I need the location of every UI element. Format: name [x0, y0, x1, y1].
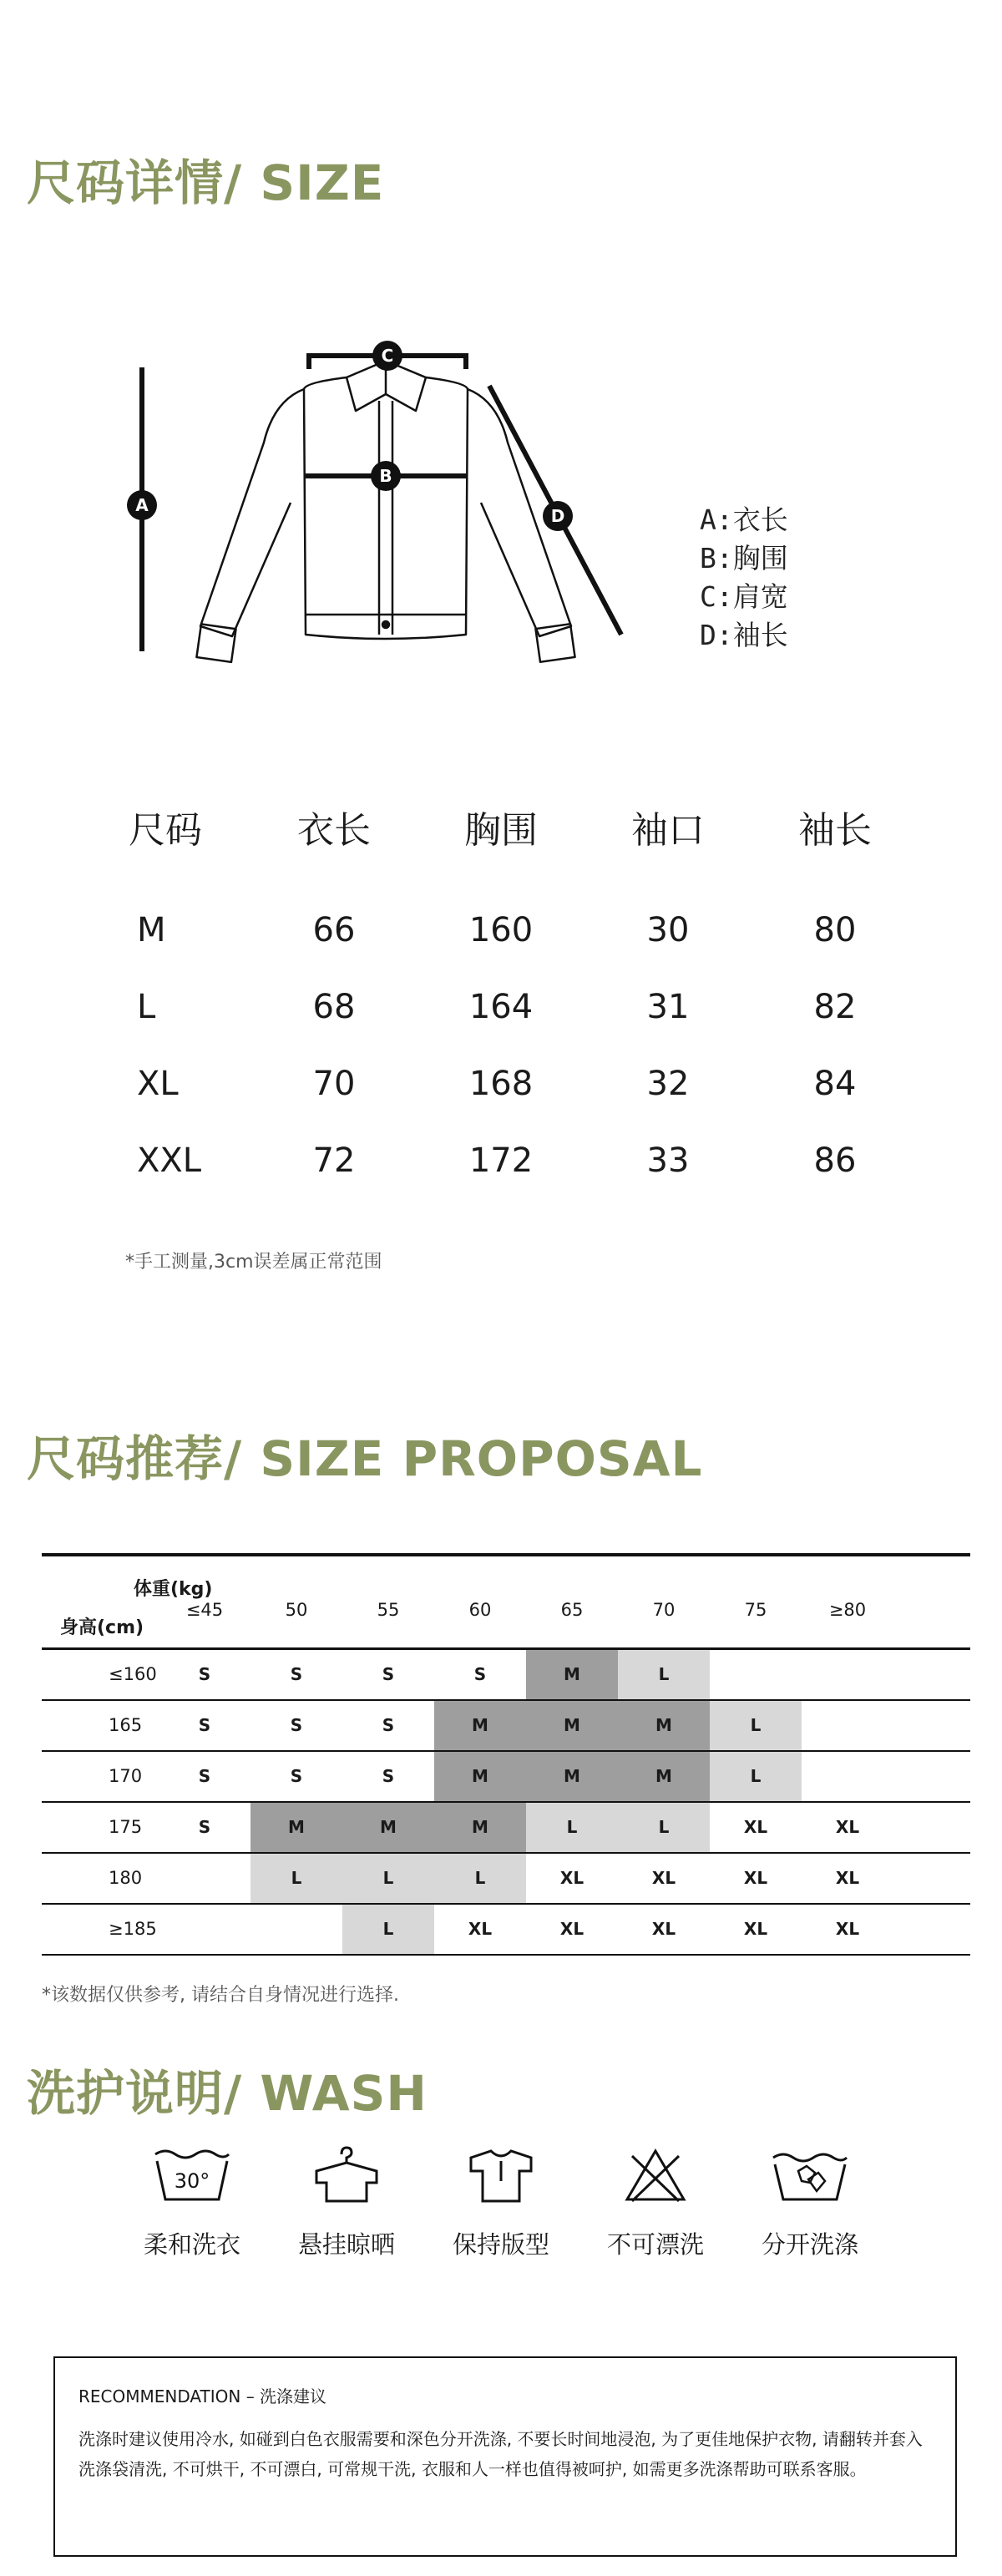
- size-cell: [159, 1854, 250, 1903]
- size-cell: L: [434, 1854, 526, 1903]
- marker-d: D: [550, 506, 565, 526]
- size-cell: XL: [559, 1868, 584, 1888]
- wash-30-icon: [150, 2146, 234, 2204]
- no-bleach-icon: [614, 2146, 697, 2204]
- proposal-header: [42, 1556, 970, 1650]
- measurement-note: *手工测量,3cm误差属正常范围: [125, 1252, 382, 1273]
- wash-label: 悬挂晾晒: [297, 2230, 395, 2259]
- size-cell: S: [382, 1664, 395, 1684]
- size-cell: S: [290, 1766, 303, 1786]
- size-cell: M: [526, 1701, 618, 1750]
- wash-label: 不可漂洗: [606, 2230, 704, 2259]
- wash-temp: 30°: [174, 2169, 210, 2193]
- size-cell: S: [382, 1715, 395, 1735]
- size-cell: S: [198, 1715, 211, 1735]
- table-cell: 164: [468, 988, 534, 1026]
- table-cell: 84: [813, 1065, 857, 1103]
- weight-column-label: ≤45: [185, 1600, 224, 1620]
- wash-item: [280, 2146, 413, 2260]
- size-cell: M: [434, 1701, 526, 1750]
- table-row: [42, 1854, 970, 1905]
- size-cell: M: [342, 1803, 434, 1852]
- recommendation-title: RECOMMENDATION – 洗涤建议: [78, 2386, 327, 2406]
- weight-column-label: ≥80: [828, 1600, 867, 1620]
- measurement-legend: [700, 501, 788, 655]
- size-cell: [802, 1650, 893, 1699]
- table-cell: 30: [646, 911, 690, 949]
- table-cell: L: [137, 988, 156, 1026]
- table-cell: 66: [312, 911, 356, 949]
- size-cell: M: [618, 1701, 710, 1750]
- size-cell: XL: [835, 1868, 860, 1888]
- recommendation-text: 洗涤时建议使用冷水, 如碰到白色衣服需要和深色分开洗涤, 不要长时间地浸泡, 为了更佳地保护衣物, 请翻转并套入洗涤袋清洗, 不可烘干, 不可漂白, 可常规干洗, 衣服和人一样也值得被呵护, 如需更多洗涤帮助可联系客服。: [78, 2429, 923, 2479]
- wash-item: [434, 2146, 568, 2260]
- recommendation-box: [53, 2356, 957, 2557]
- size-cell: M: [526, 1752, 618, 1801]
- size-detail-table: [84, 785, 918, 1199]
- table-row: [42, 1650, 970, 1701]
- header-cell: 衣长: [297, 809, 371, 852]
- size-cell: S: [290, 1664, 303, 1684]
- size-cell: S: [473, 1664, 487, 1684]
- size-cell: L: [710, 1701, 802, 1750]
- height-row-label: ≥185: [109, 1919, 157, 1939]
- wash-item: [589, 2146, 722, 2260]
- size-cell: S: [290, 1715, 303, 1735]
- table-cell: 160: [468, 911, 534, 949]
- table-cell: 70: [312, 1065, 356, 1103]
- size-cell: S: [382, 1766, 395, 1786]
- size-proposal-table: [42, 1553, 970, 1956]
- size-cell: XL: [651, 1919, 676, 1939]
- size-cell: M: [250, 1803, 342, 1852]
- hang-dry-icon: [305, 2146, 388, 2204]
- wash-label: 分开洗涤: [761, 2230, 858, 2259]
- size-cell: [802, 1701, 893, 1750]
- weight-column-label: 60: [468, 1600, 492, 1620]
- table-cell: 86: [813, 1141, 857, 1180]
- table-cell: 172: [468, 1141, 534, 1180]
- size-cell: [159, 1905, 250, 1954]
- jacket-diagram: [117, 326, 651, 701]
- proposal-note: *该数据仅供参考, 请结合自身情况进行选择.: [42, 1985, 399, 2006]
- size-cell: XL: [468, 1919, 493, 1939]
- separate-wash-icon: [768, 2146, 852, 2204]
- legend-item: D:袖长: [700, 619, 788, 651]
- height-row-label: 165: [109, 1715, 143, 1735]
- size-cell: [802, 1752, 893, 1801]
- legend-item: C:肩宽: [700, 580, 788, 613]
- height-row-label: 170: [109, 1766, 143, 1786]
- weight-column-label: 65: [560, 1600, 584, 1620]
- size-cell: S: [198, 1817, 211, 1837]
- size-cell: M: [434, 1803, 526, 1852]
- table-row: [42, 1803, 970, 1854]
- wash-label: 保持版型: [452, 2230, 549, 2259]
- size-cell: L: [342, 1854, 434, 1903]
- table-cell: XL: [137, 1065, 179, 1103]
- size-cell: M: [618, 1752, 710, 1801]
- wash-icons: [125, 2146, 877, 2260]
- size-cell: S: [198, 1664, 211, 1684]
- height-row-label: 175: [109, 1817, 143, 1837]
- table-cell: 33: [646, 1141, 690, 1180]
- size-cell: M: [526, 1650, 618, 1699]
- size-table-header: [84, 785, 918, 868]
- wash-label: 柔和洗衣: [143, 2230, 240, 2259]
- size-cell: L: [526, 1803, 618, 1852]
- header-cell: 袖口: [631, 809, 705, 852]
- size-cell: L: [618, 1650, 710, 1699]
- size-cell: M: [434, 1752, 526, 1801]
- table-row: [84, 1122, 918, 1199]
- size-cell: XL: [559, 1919, 584, 1939]
- table-row: [42, 1905, 970, 1956]
- legend-item: B:胸围: [700, 542, 788, 574]
- proposal-section-title: 尺码推荐/ SIZE PROPOSAL: [27, 1430, 703, 1487]
- weight-column-label: 50: [285, 1600, 308, 1620]
- size-cell: L: [618, 1803, 710, 1852]
- table-cell: M: [137, 911, 166, 949]
- size-cell: [250, 1905, 342, 1954]
- size-cell: L: [342, 1905, 434, 1954]
- weight-column-label: 55: [377, 1600, 400, 1620]
- wash-item: [743, 2146, 877, 2260]
- size-cell: S: [198, 1766, 211, 1786]
- marker-a: A: [135, 495, 149, 515]
- size-cell: XL: [743, 1817, 768, 1837]
- size-cell: XL: [743, 1919, 768, 1939]
- table-cell: 72: [312, 1141, 356, 1180]
- weight-column-label: 70: [652, 1600, 676, 1620]
- size-cell: [710, 1650, 802, 1699]
- header-cell: 胸围: [464, 809, 538, 852]
- height-row-label: ≤160: [109, 1664, 157, 1684]
- header-cell: 袖长: [798, 809, 872, 852]
- header-cell: 尺码: [129, 809, 202, 852]
- weight-column-label: 75: [744, 1600, 767, 1620]
- size-cell: XL: [835, 1919, 860, 1939]
- size-cell: XL: [835, 1817, 860, 1837]
- marker-b: B: [379, 466, 392, 486]
- marker-c: C: [381, 346, 394, 366]
- table-row: [42, 1701, 970, 1752]
- table-cell: XXL: [137, 1141, 202, 1180]
- table-cell: 168: [468, 1065, 534, 1103]
- size-section-title: 尺码详情/ SIZE: [27, 154, 385, 211]
- table-cell: 32: [646, 1065, 690, 1103]
- shirt-shape-icon: [459, 2146, 543, 2204]
- height-row-label: 180: [109, 1868, 143, 1888]
- weight-label: 体重(kg): [134, 1579, 213, 1600]
- table-row: [84, 1045, 918, 1122]
- table-cell: 80: [813, 911, 857, 949]
- table-cell: 68: [312, 988, 356, 1026]
- table-cell: 82: [813, 988, 857, 1026]
- size-cell: L: [250, 1854, 342, 1903]
- table-row: [84, 969, 918, 1045]
- table-cell: 31: [646, 988, 690, 1026]
- size-cell: L: [710, 1752, 802, 1801]
- size-cell: XL: [651, 1868, 676, 1888]
- size-cell: XL: [743, 1868, 768, 1888]
- proposal-body: [42, 1650, 970, 1956]
- table-row: [42, 1752, 970, 1803]
- height-label: 身高(cm): [60, 1617, 144, 1638]
- legend-item: A:衣长: [700, 504, 788, 536]
- wash-section-title: 洗护说明/ WASH: [27, 2065, 428, 2122]
- wash-item: [125, 2146, 259, 2260]
- table-row: [84, 892, 918, 969]
